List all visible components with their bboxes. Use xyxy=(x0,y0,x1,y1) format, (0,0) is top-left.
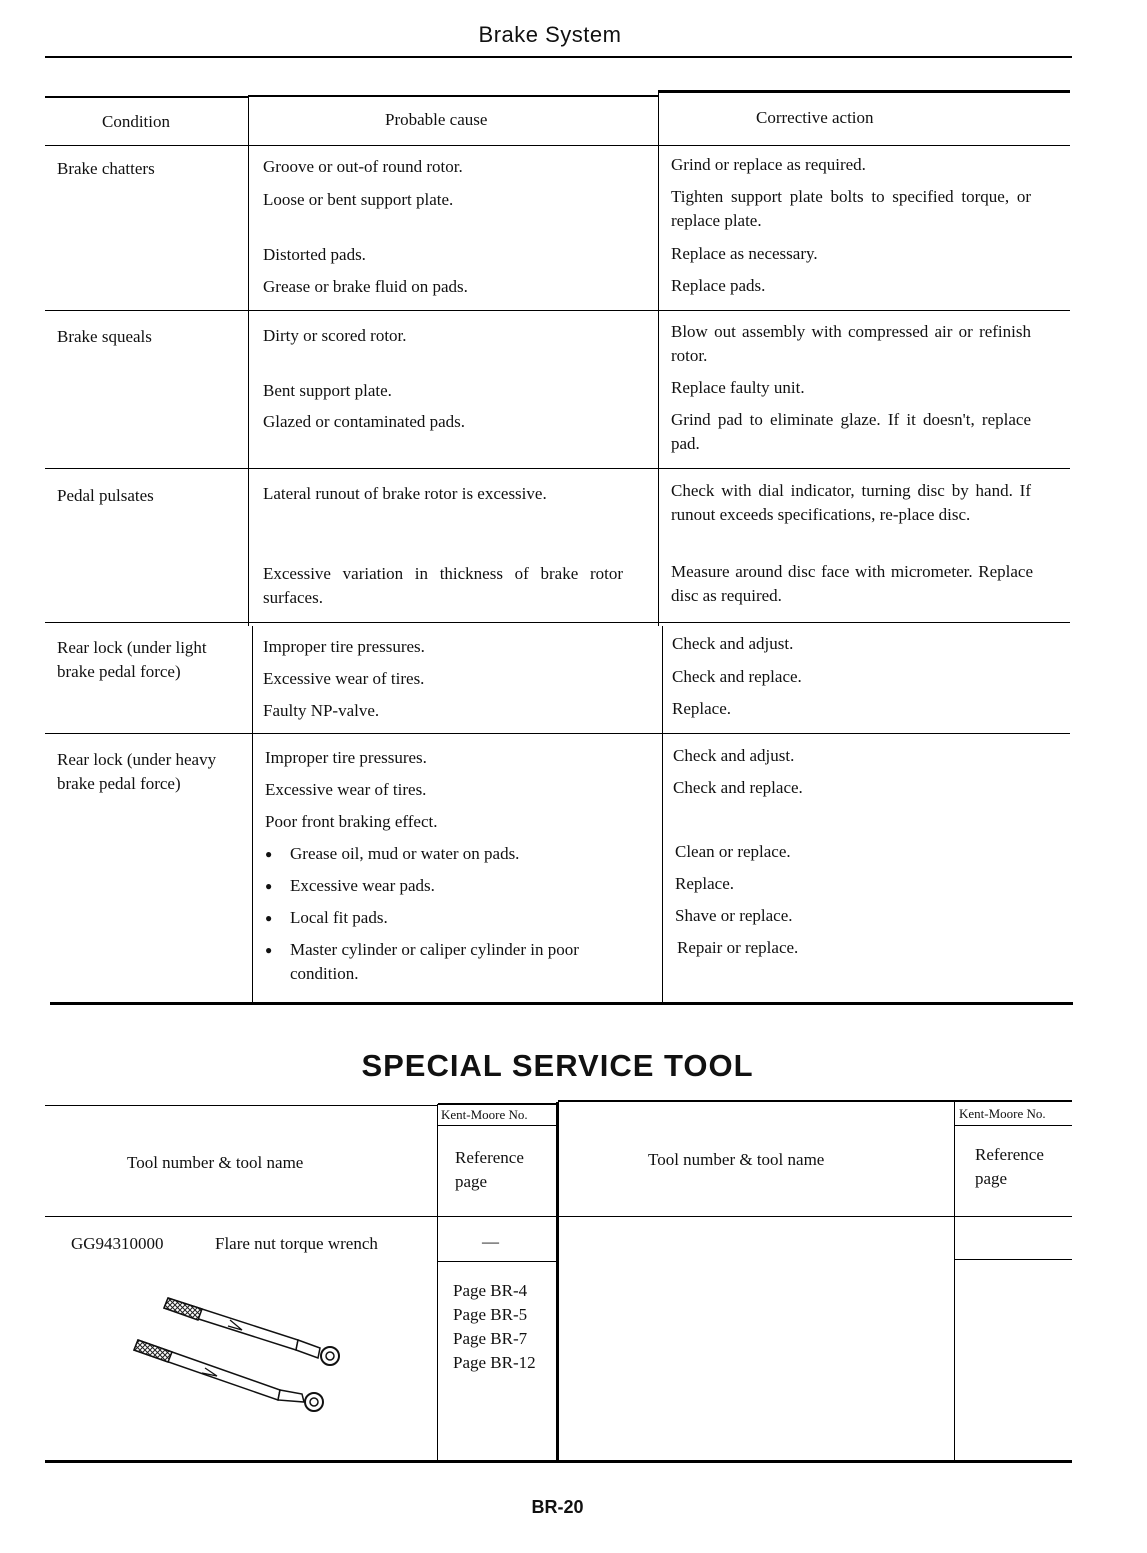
tool-number: GG94310000 xyxy=(71,1234,164,1253)
cause-cell: Lateral runout of brake rotor is excessive. xyxy=(263,484,547,503)
action-cell: Replace pads. xyxy=(671,276,766,295)
action-cell: Repair or replace. xyxy=(677,938,799,957)
column-header-condition: Condition xyxy=(102,112,171,131)
column-header-probable-cause: Probable cause xyxy=(385,110,488,129)
action-cell: Replace faulty unit. xyxy=(671,378,805,397)
action-cell: Clean or replace. xyxy=(675,842,791,861)
cause-cell: Poor front braking effect. xyxy=(265,812,438,831)
cause-bullet-item: ● Excessive wear pads. xyxy=(290,874,435,898)
column-header-tool: Tool number & tool name xyxy=(127,1153,304,1172)
condition-cell: Brake chatters xyxy=(57,159,155,178)
page-number: BR-20 xyxy=(531,1497,584,1517)
action-cell: Replace. xyxy=(672,699,731,718)
cause-cell: Bent support plate. xyxy=(263,381,392,400)
condition-cell: Rear lock (under heavy brake pedal force) xyxy=(57,750,217,793)
cause-cell: Excessive wear of tires. xyxy=(265,780,427,799)
section-title: SPECIAL SERVICE TOOL xyxy=(361,1048,754,1083)
column-header-corrective-action: Corrective action xyxy=(756,108,874,127)
action-cell: Replace as necessary. xyxy=(671,244,818,263)
cause-cell: Groove or out-of round rotor. xyxy=(263,157,463,176)
action-cell: Blow out assembly with compressed air or refinish rotor. xyxy=(671,322,1031,365)
cause-cell: Improper tire pressures. xyxy=(265,748,427,767)
condition-cell: Brake squeals xyxy=(57,327,152,346)
header-rule xyxy=(45,56,1072,58)
action-cell: Shave or replace. xyxy=(675,906,793,925)
action-cell: Check and adjust. xyxy=(672,634,794,653)
action-cell: Tighten support plate bolts to specified torque, or replace plate. xyxy=(671,187,1031,230)
cause-bullet-item: ● Grease oil, mud or water on pads. xyxy=(290,842,519,866)
page-header-title: Brake System xyxy=(478,22,622,47)
cause-cell: Excessive wear of tires. xyxy=(263,669,425,688)
reference-page: Page BR-5 xyxy=(453,1305,528,1324)
action-cell: Measure around disc face with micrometer. Replace disc as required. xyxy=(671,562,1033,605)
cause-cell: Improper tire pressures. xyxy=(263,637,425,656)
cause-cell: Glazed or contaminated pads. xyxy=(263,412,466,431)
action-cell: Grind pad to eliminate glaze. If it doesn't, replace pad. xyxy=(671,410,1031,453)
column-header-kent-moore: Kent-Moore No. xyxy=(959,1106,1046,1121)
cause-cell: Grease or brake fluid on pads. xyxy=(263,277,468,296)
cause-cell: Loose or bent support plate. xyxy=(263,190,454,209)
action-cell: Check and replace. xyxy=(672,667,802,686)
cause-bullet-item: ● Local fit pads. xyxy=(290,906,388,930)
condition-cell: Pedal pulsates xyxy=(57,486,154,505)
column-header-tool: Tool number & tool name xyxy=(648,1150,825,1169)
column-header-reference: Reference page xyxy=(455,1148,524,1191)
reference-page: Page BR-12 xyxy=(453,1353,536,1372)
reference-page: Page BR-4 xyxy=(453,1281,528,1300)
torque-wrench-illustration xyxy=(120,1290,360,1420)
kent-moore-number: — xyxy=(482,1232,499,1251)
cause-cell: Dirty or scored rotor. xyxy=(263,326,407,345)
column-header-kent-moore: Kent-Moore No. xyxy=(441,1107,528,1122)
column-header-reference: Reference page xyxy=(975,1145,1044,1188)
cause-cell: Distorted pads. xyxy=(263,245,366,264)
reference-page: Page BR-7 xyxy=(453,1329,528,1348)
action-cell: Grind or replace as required. xyxy=(671,155,866,174)
condition-cell: Rear lock (under light brake pedal force) xyxy=(57,638,207,681)
action-cell: Check and replace. xyxy=(673,778,803,797)
cause-cell: Faulty NP-valve. xyxy=(263,701,380,720)
cause-cell: Excessive variation in thickness of brake rotor surfaces. xyxy=(263,564,623,607)
action-cell: Check and adjust. xyxy=(673,746,795,765)
tool-name: Flare nut torque wrench xyxy=(215,1234,378,1253)
action-cell: Replace. xyxy=(675,874,734,893)
cause-bullet-item: ● Master cylinder or caliper cylinder in poor condition. xyxy=(290,938,635,986)
action-cell: Check with dial indicator, turning disc by hand. If runout exceeds specifications, re-place disc. xyxy=(671,481,1031,524)
